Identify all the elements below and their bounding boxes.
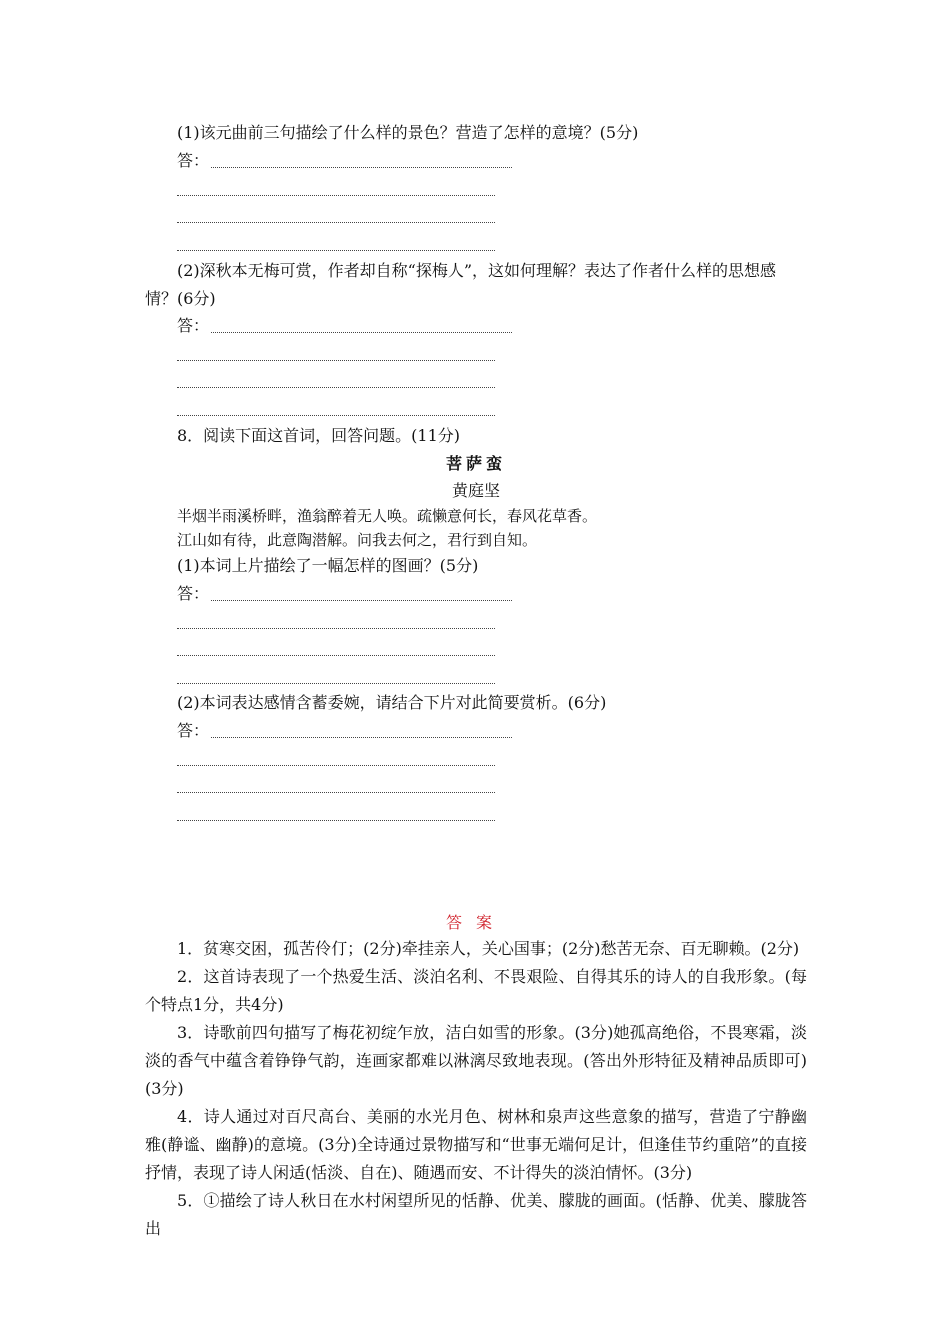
answer-5: 5．①描绘了诗人秋日在水村闲望所见的恬静、优美、朦胧的画面。(恬静、优美、朦胧答出 <box>145 1191 807 1238</box>
answer-line <box>177 250 495 251</box>
answer-line <box>177 222 495 223</box>
answers-heading: 答案 <box>445 913 506 932</box>
answer-label: 答： <box>177 316 210 335</box>
answer-line <box>177 792 495 793</box>
answer-label: 答： <box>177 721 210 740</box>
answer-line <box>211 167 512 168</box>
poem-line-2: 江山如有待，此意陶潜解。问我去何之，君行到自知。 <box>177 531 538 549</box>
answer-line <box>177 820 495 821</box>
answer-line <box>177 195 495 196</box>
answer-label: 答： <box>177 584 210 603</box>
q7-sub2-line2: 情？(6分) <box>145 289 216 308</box>
answer-line <box>177 628 495 629</box>
answers-body <box>145 935 807 1243</box>
answer-label: 答： <box>177 151 210 170</box>
poem-title: 菩萨蛮 <box>445 454 506 473</box>
answer-line <box>211 332 512 333</box>
q8-sub1: (1)本词上片描绘了一幅怎样的图画？(5分) <box>177 556 479 575</box>
answer-line <box>177 360 495 361</box>
answer-3: 3．诗歌前四句描写了梅花初绽乍放，洁白如雪的形象。(3分)她孤高绝俗，不畏寒霜，淡淡的香气中蕴含着铮铮气韵，连画家都难以淋漓尽致地表现。(答出外形特征及精神品质即可)(3分) <box>145 1023 807 1098</box>
answer-2: 2．这首诗表现了一个热爱生活、淡泊名利、不畏艰险、自得其乐的诗人的自我形象。(每个特点1分，共4分) <box>145 967 807 1014</box>
answer-4: 4．诗人通过对百尺高台、美丽的水光月色、树林和泉声这些意象的描写，营造了宁静幽雅(静谧、幽静)的意境。(3分)全诗通过景物描写和“世事无端何足计，但逢佳节约重陪”的直接抒情，表现了诗人闲适(恬淡、自在)、随遇而安、不计得失的淡泊情怀。(3分) <box>145 1107 807 1182</box>
answer-line <box>211 600 512 601</box>
answer-1: 1．贫寒交困，孤苦伶仃；(2分)牵挂亲人，关心国事；(2分)愁苦无奈、百无聊赖。(2分) <box>177 939 800 958</box>
q8-intro: 8．阅读下面这首词，回答问题。(11分) <box>177 426 461 445</box>
answer-line <box>177 683 495 684</box>
answer-line <box>211 737 512 738</box>
answer-line <box>177 387 495 388</box>
q8-sub2: (2)本词表达感情含蓄委婉，请结合下片对此简要赏析。(6分) <box>177 693 607 712</box>
answer-line <box>177 655 495 656</box>
poem-author: 黄庭坚 <box>451 481 500 500</box>
poem-line-1: 半烟半雨溪桥畔，渔翁醉着无人唤。疏懒意何长，春风花草香。 <box>177 507 598 525</box>
answer-line <box>177 765 495 766</box>
q7-sub1: (1)该元曲前三句描绘了什么样的景色？营造了怎样的意境？(5分) <box>177 123 639 142</box>
answer-line <box>177 415 495 416</box>
q7-sub2-line1: (2)深秋本无梅可赏，作者却自称“探梅人”，这如何理解？表达了作者什么样的思想感 <box>177 261 777 280</box>
